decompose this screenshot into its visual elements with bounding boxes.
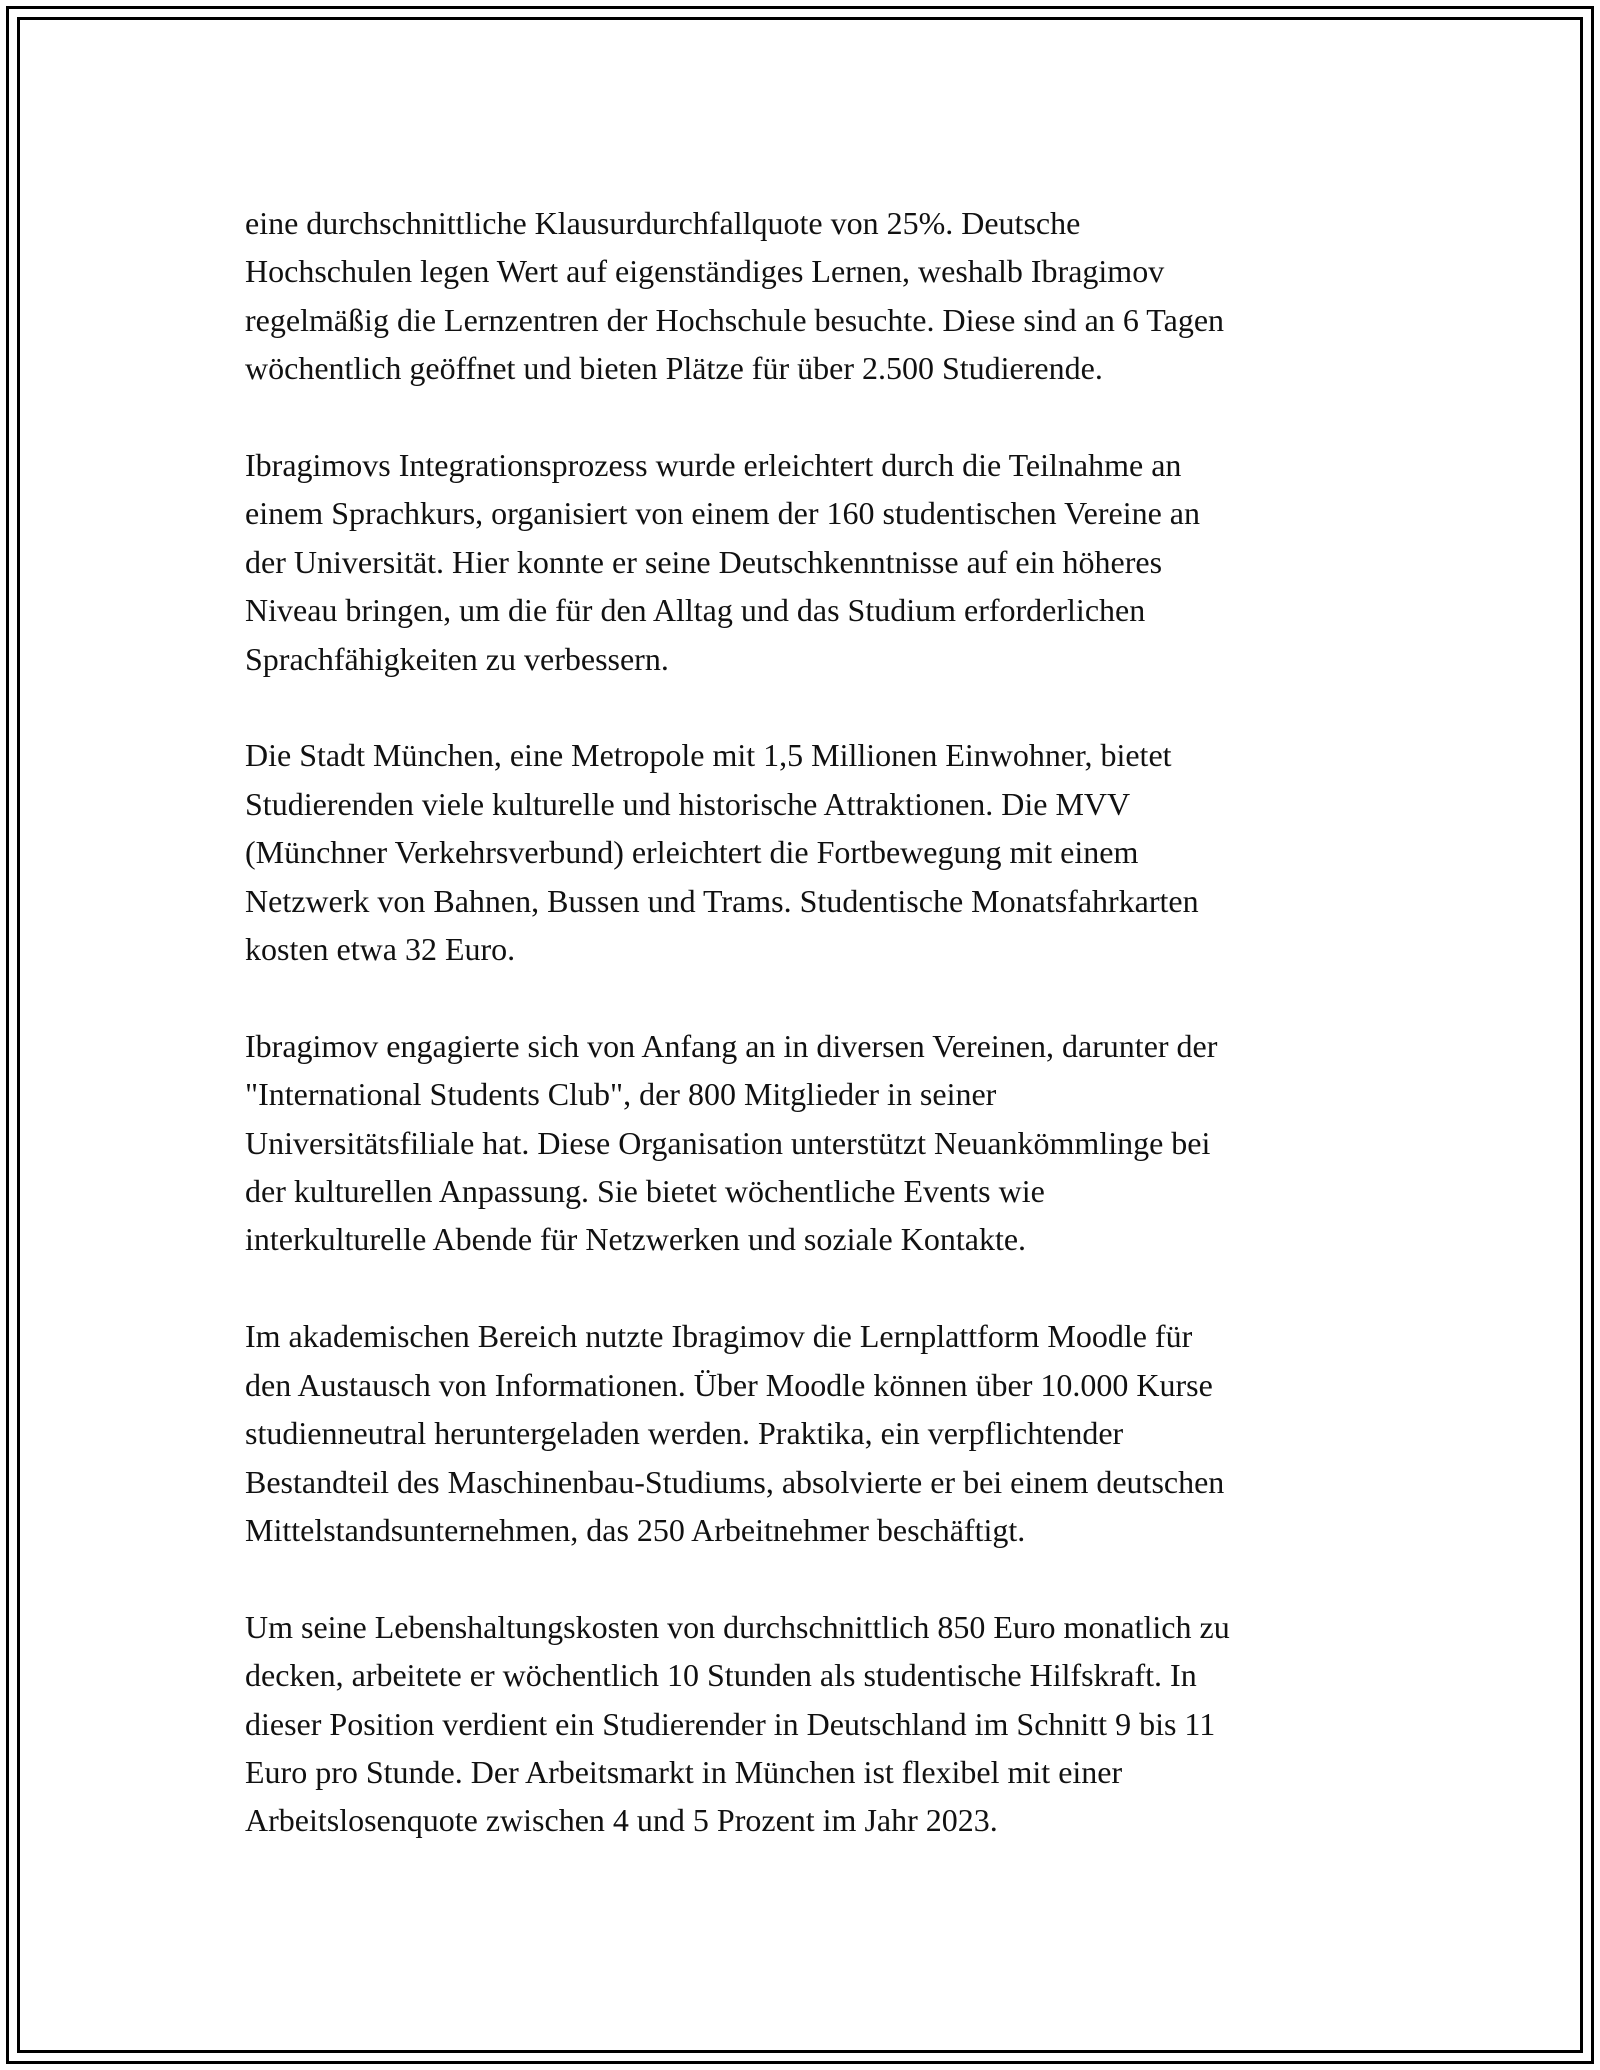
- paragraph-study-centers: eine durchschnittliche Klausurdurchfallquote von 25%. Deutsche Hochschulen legen Wert auf eigenständiges Lernen, weshalb Ibragimov regelmäßig die Lernzentren der Hochschule besuchte. Diese sind an 6 Tagen wöchentlich geöffnet und bieten Plätze für über 2.500 Studierende.: [245, 205, 1225, 387]
- paragraph-living-costs: Um seine Lebenshaltungskosten von durchschnittlich 850 Euro monatlich zu decken, arbeitete er wöchentlich 10 Stunden als studentische Hilfskraft. In dieser Position verdient ein Studierender in Deutschland im Schnitt 9 bis 11 Euro pro Stunde. Der Arbeitsmarkt in München ist flexibel mit einer Arbeitslosenquote zwischen 4 und 5 Prozent im Jahr 2023.: [245, 1608, 1230, 1839]
- paragraph-student-clubs: Ibragimov engagierte sich von Anfang an in diversen Vereinen, darunter der "International Students Club", der 800 Mitglieder in seiner Universitätsfiliale hat. Diese Organisation unterstützt Neuankömmlinge bei der kulturellen Anpassung. Sie bietet wöchentliche Events wie interkulturelle Abende für Netzwerken und soziale Kontakte.: [245, 1027, 1218, 1258]
- page-border: [6, 6, 1594, 2064]
- document-body: [245, 199, 1395, 1893]
- paragraph-city-munich: Die Stadt München, eine Metropole mit 1,5 Millionen Einwohner, bietet Studierenden viele kulturelle und historische Attraktionen. Die MVV (Münchner Verkehrsverbund) erleichtert die Fortbewegung mit einem Netzwerk von Bahnen, Bussen und Trams. Studentische Monatsfahrkarten kosten etwa 32 Euro.: [245, 737, 1199, 968]
- paragraph-language-course: Ibragimovs Integrationsprozess wurde erleichtert durch die Teilnahme an einem Sprachkurs, organisiert von einem der 160 studentischen Vereine an der Universität. Hier konnte er seine Deutschkenntnisse auf ein höheres Niveau bringen, um die für den Alltag und das Studium erforderlichen Sprachfähigkeiten zu verbessern.: [245, 447, 1200, 677]
- paragraph-moodle-internship: Im akademischen Bereich nutzte Ibragimov die Lernplattform Moodle für den Austausch von Informationen. Über Moodle können über 10.000 Kurse studienneutral heruntergeladen werden. Praktika, ein verpflichtender Bestandteil des Maschinenbau-Studiums, absolvierte er bei einem deutschen Mittelstandsunternehmen, das 250 Arbeitnehmer beschäftigt.: [245, 1318, 1225, 1548]
